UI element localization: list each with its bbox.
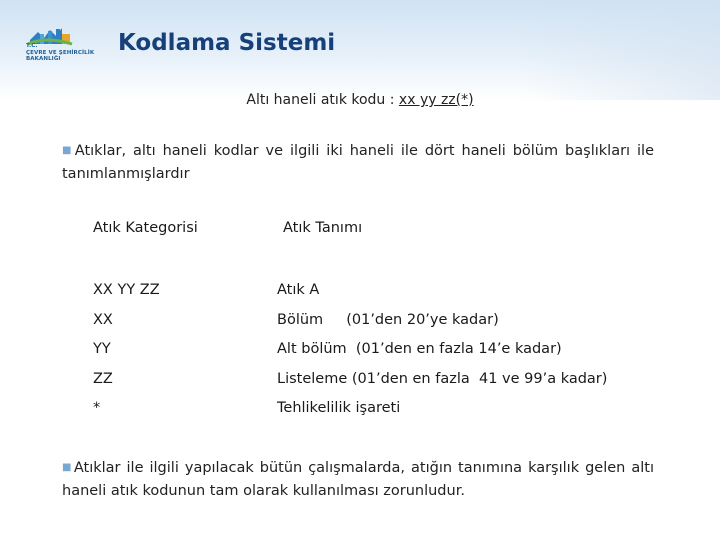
subtitle (0, 92, 720, 108)
code-list (93, 276, 160, 424)
subtitle-code: xx yy zz(*) (398, 92, 474, 108)
code-item: XX YY ZZ (93, 282, 160, 298)
logo-text (26, 43, 106, 63)
definition-list (277, 276, 607, 424)
logo-line-ministry: ÇEVRE VE ŞEHİRCİLİK (26, 49, 95, 56)
definition-item: Atık A (277, 282, 320, 298)
bullet-icon: ■ (62, 462, 73, 473)
definition-item: Bölüm (01’den 20’ye kadar) (277, 311, 499, 328)
definition-item: Tehlikelilik işareti (277, 400, 401, 416)
code-item: ZZ (93, 370, 113, 387)
definition-item: Listeleme (01’den en fazla 41 ve 99’a kadar) (277, 370, 608, 387)
col-header-definition: Atık Tanımı (283, 220, 363, 236)
closing-text: Atıklar ile ilgili yapılacak bütün çalışmalarda, atığın tanımına karşılık gelen altı haneli atık kodunun tam olarak kullanılması zorunludur. (62, 460, 655, 499)
logo-line-bakanlik: BAKANLIĞI (26, 56, 61, 62)
code-item: * (93, 400, 101, 416)
col-header-category: Atık Kategorisi (93, 220, 198, 236)
header-band (0, 0, 720, 100)
logo-line-tc: T.C. (26, 43, 38, 49)
definition-item: Alt bölüm (01’den en fazla 14’e kadar) (277, 341, 562, 357)
bullet-icon: ■ (62, 145, 74, 156)
intro-text: Atıklar, altı haneli kodlar ve ilgili iki haneli ile dört haneli bölüm başlıkları ile tanımlanmışlardır (62, 143, 654, 182)
code-item: XX (93, 311, 113, 328)
slide-title: Kodlama Sistemi (118, 30, 336, 56)
closing-paragraph (62, 456, 654, 503)
intro-paragraph (62, 139, 654, 186)
code-item: YY (93, 341, 111, 357)
subtitle-prefix: Altı haneli atık kodu : (246, 92, 399, 108)
